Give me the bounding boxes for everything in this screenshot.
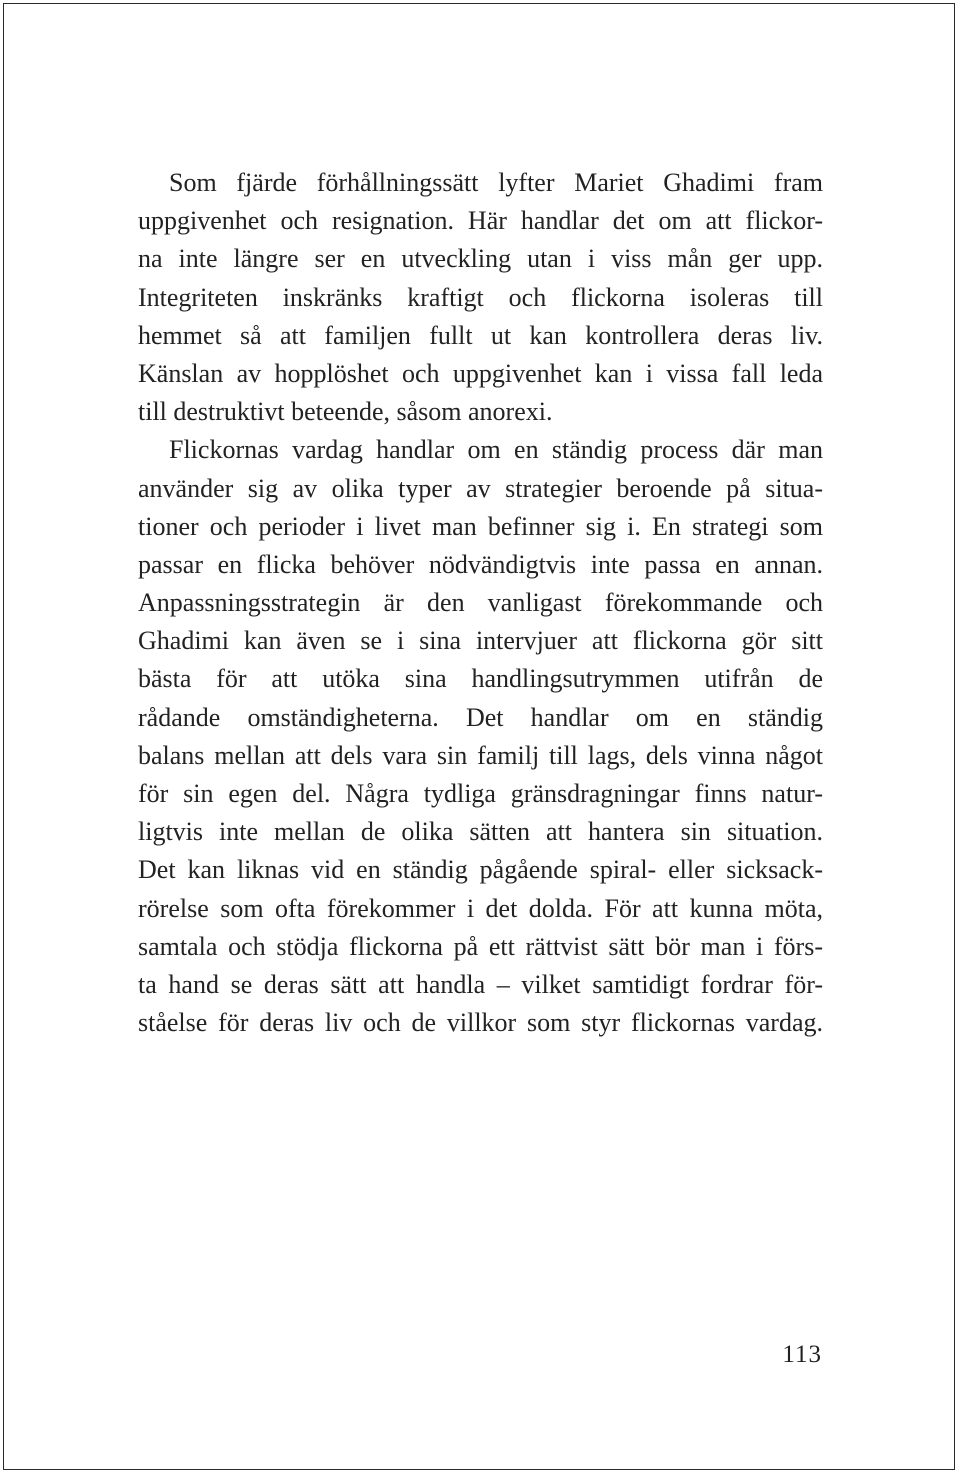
text-line: Flickornas vardag handlar om en ständig process där man [169, 435, 823, 465]
text-line: Det kan liknas vid en ständig pågående spiral- eller sicksack- [138, 855, 823, 885]
text-line: för sin egen del. Några tydliga gränsdragningar finns natur- [138, 779, 823, 808]
text-line: ta hand se deras sätt att handla – vilket samtidigt fordrar för- [138, 969, 823, 999]
text-line: bästa för att utöka sina handlingsutrymmen utifrån de [138, 664, 823, 694]
text-line: Känslan av hopplöshet och uppgivenhet kan i vissa fall leda [138, 358, 823, 388]
text-line: uppgivenhet och resignation. Här handlar det om att flickor- [138, 206, 823, 236]
text-line: Anpassningsstrategin är den vanligast förekommande och [138, 588, 823, 618]
text-line: samtala och stödja flickorna på ett rättvist sätt bör man i förs- [138, 931, 823, 961]
text-line: rådande omständigheterna. Det handlar om en ständig [138, 702, 823, 732]
text-line: Som fjärde förhållningssätt lyfter Mariet Ghadimi fram [169, 168, 823, 197]
text-line: till destruktivt beteende, såsom anorexi. [138, 397, 553, 427]
text-line: Ghadimi kan även se i sina intervjuer att flickorna gör sitt [138, 626, 823, 656]
page-number: 113 [782, 1341, 822, 1368]
text-line: rörelse som ofta förekommer i det dolda. För att kunna möta, [138, 893, 823, 923]
text-line: ståelse för deras liv och de villkor som styr flickornas vardag. [138, 1008, 823, 1038]
text-line: använder sig av olika typer av strategier beroende på situa- [138, 473, 823, 503]
body-text [138, 164, 823, 1042]
text-line: na inte längre ser en utveckling utan i viss mån ger upp. [138, 244, 823, 274]
text-line: ligtvis inte mellan de olika sätten att hantera sin situation. [138, 817, 823, 847]
text-line: balans mellan att dels vara sin familj till lags, dels vinna något [138, 740, 823, 770]
text-line: passar en flicka behöver nödvändigtvis inte passa en annan. [138, 549, 823, 579]
text-line: Integriteten inskränks kraftigt och flickorna isoleras till [138, 282, 823, 312]
text-line: tioner och perioder i livet man befinner sig i. En strategi som [138, 511, 823, 541]
text-line: hemmet så att familjen fullt ut kan kontrollera deras liv. [138, 320, 823, 350]
